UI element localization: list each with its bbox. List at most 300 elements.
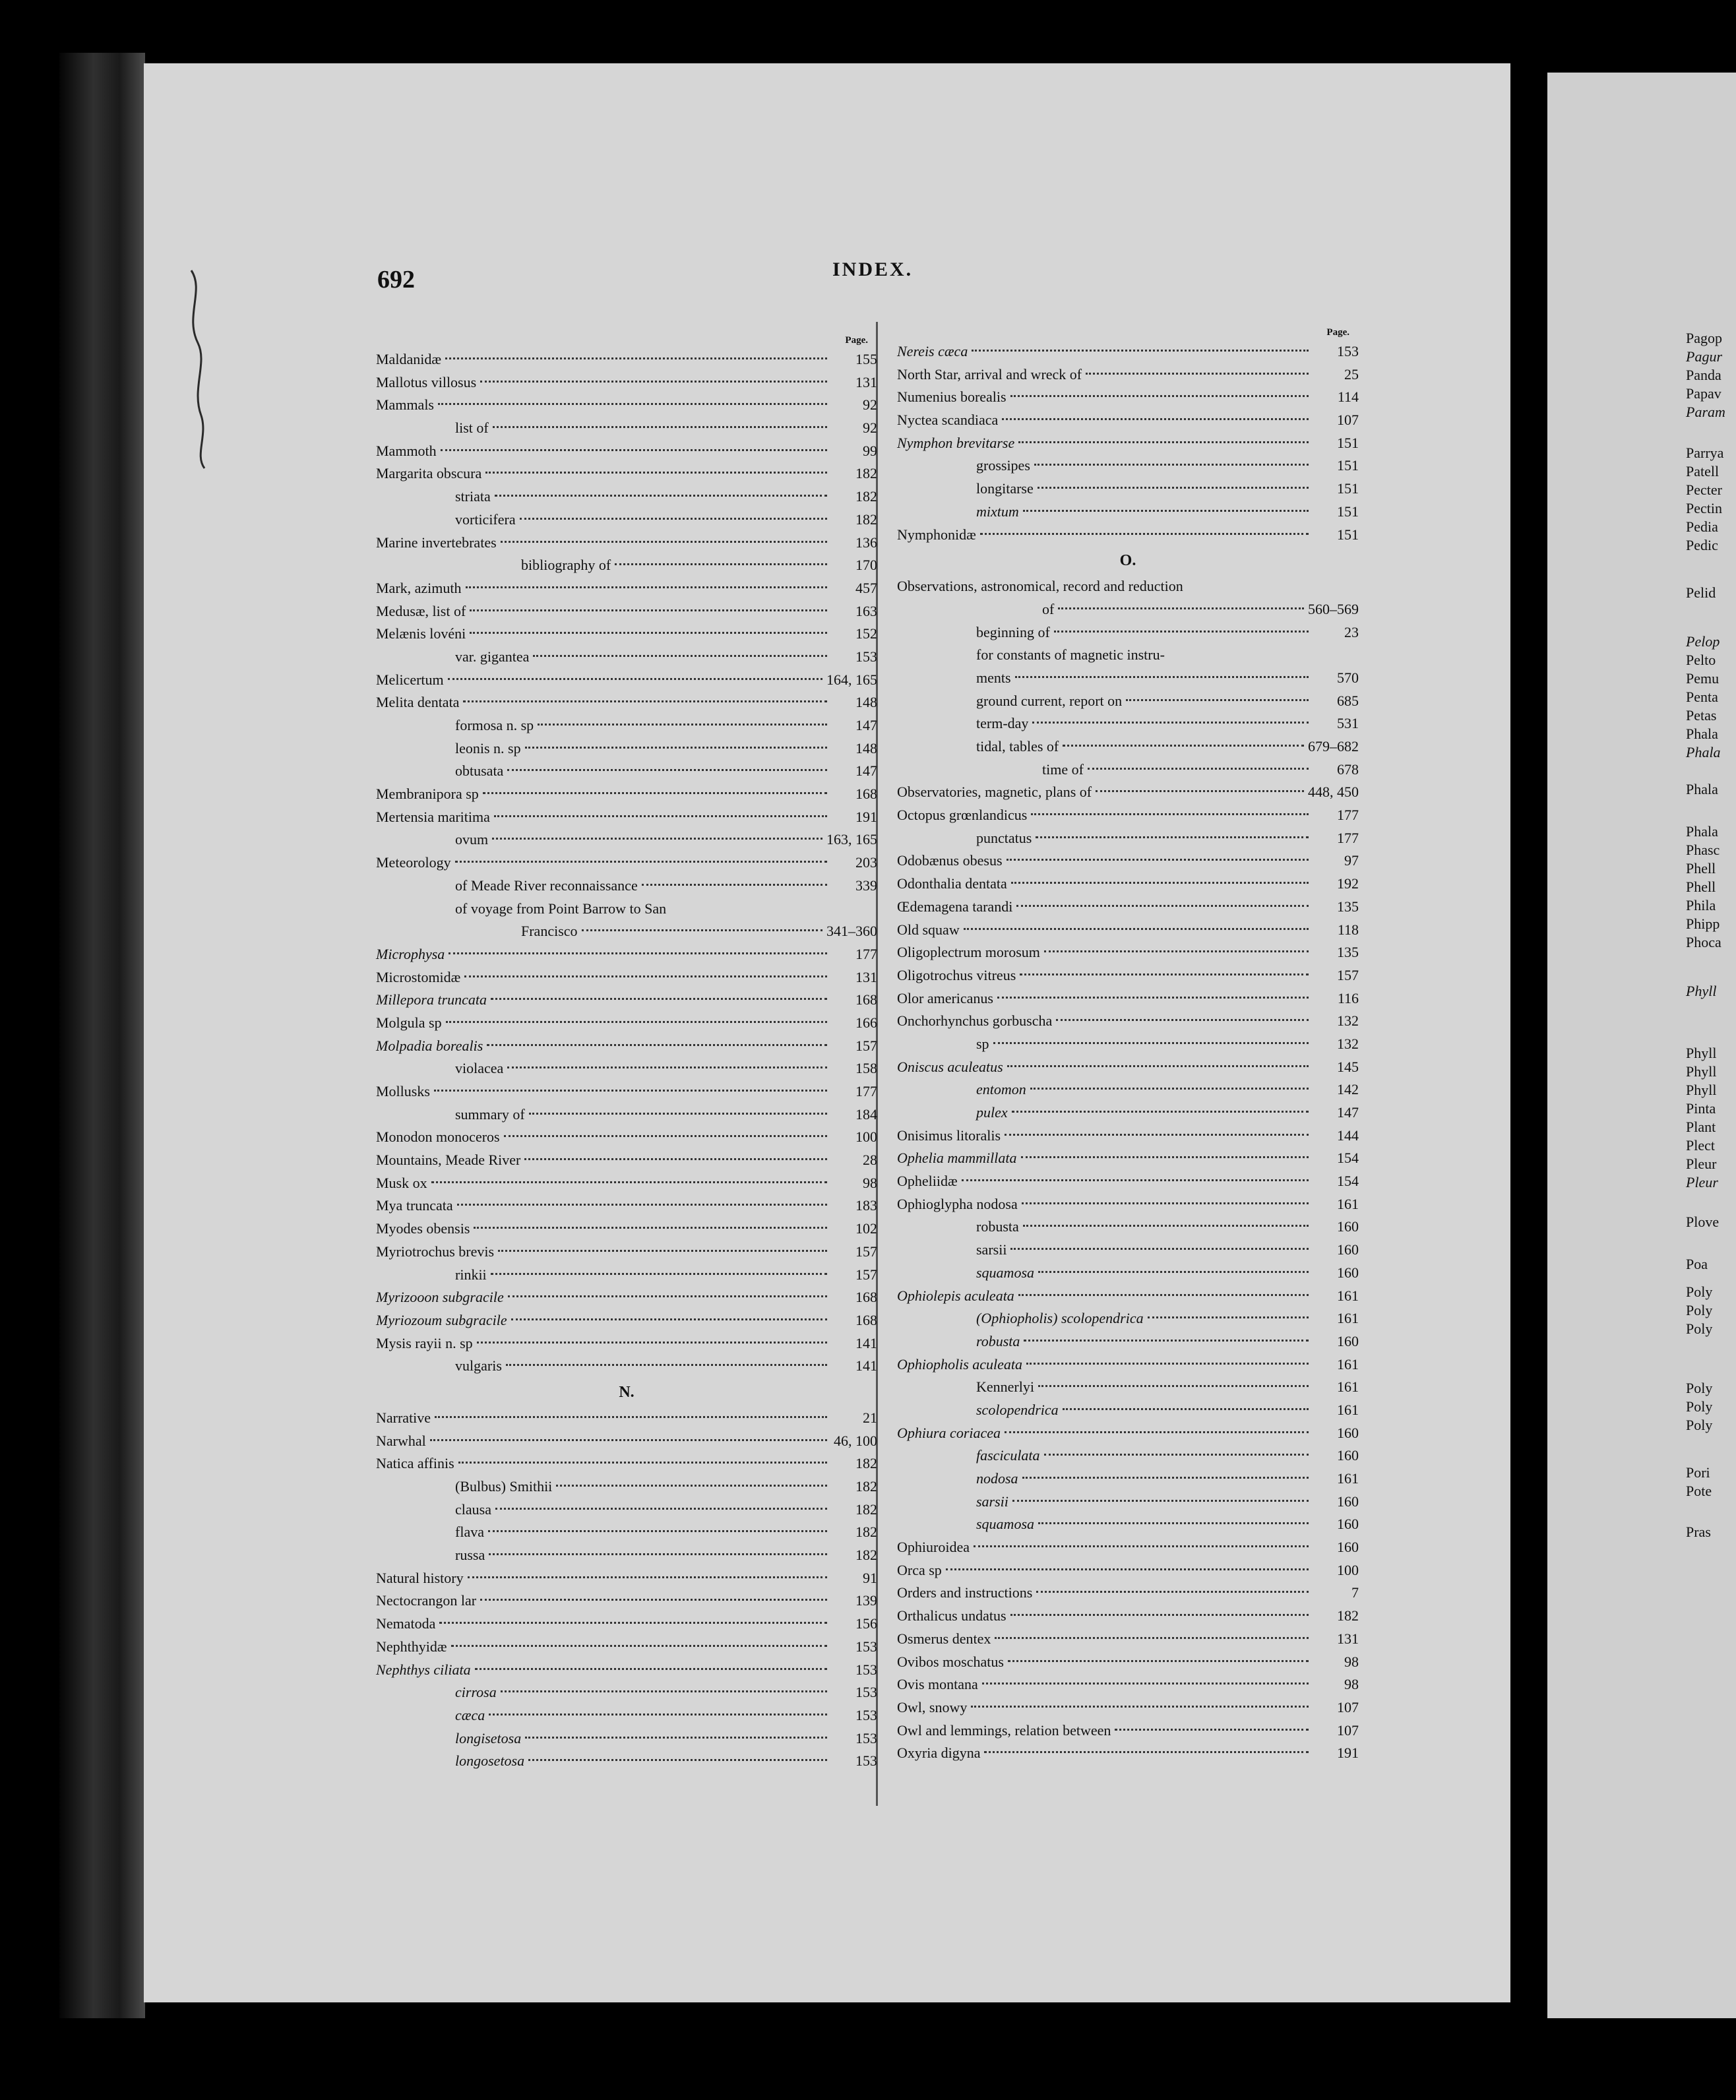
index-term: Numenius borealis <box>897 388 1007 406</box>
facing-page-entry: Pedic <box>1686 537 1718 553</box>
dot-leader <box>1012 1500 1309 1502</box>
dot-leader <box>642 884 827 886</box>
page-reference: 153 <box>1337 343 1359 359</box>
index-entry <box>897 1536 1359 1559</box>
index-entry <box>376 1452 877 1475</box>
page-reference: 160 <box>1337 1218 1359 1235</box>
page-reference: 118 <box>1337 921 1359 938</box>
dot-leader <box>1056 1019 1309 1021</box>
facing-page-entry: Pinta <box>1686 1100 1716 1117</box>
index-term: Owl and lemmings, relation between <box>897 1721 1111 1739</box>
facing-page-entry: Poly <box>1686 1380 1713 1396</box>
page-reference: 153 <box>855 1684 877 1701</box>
index-term: Odobænus obesus <box>897 852 1003 869</box>
facing-page-entry: Papav <box>1686 385 1721 402</box>
index-term: pulex <box>976 1104 1008 1121</box>
page-reference: 157 <box>855 1243 877 1260</box>
dot-leader <box>507 1066 827 1068</box>
index-entry <box>897 363 1359 386</box>
index-column-right <box>897 327 1359 1765</box>
dot-leader <box>1012 1111 1309 1113</box>
facing-page-entry: Param <box>1686 404 1725 420</box>
index-entry <box>376 1194 877 1218</box>
page-reference: 168 <box>855 786 877 803</box>
page-reference: 163 <box>855 602 877 619</box>
dot-leader <box>1115 1729 1309 1731</box>
page-reference: 141 <box>855 1334 877 1351</box>
dot-leader <box>501 1690 827 1692</box>
facing-page-entry: Pleur <box>1686 1174 1718 1190</box>
index-term: Ophioglypha nodosa <box>897 1195 1018 1212</box>
index-entry <box>376 691 877 714</box>
dot-leader <box>434 1090 827 1092</box>
page-reference: 154 <box>1337 1150 1359 1167</box>
dot-leader <box>1058 607 1304 609</box>
dot-leader <box>435 1416 827 1418</box>
dot-leader <box>448 678 822 680</box>
index-entry <box>897 340 1359 363</box>
index-term: obtusata <box>455 762 504 780</box>
index-entry <box>376 600 877 623</box>
index-entry <box>376 623 877 646</box>
index-term: sarsii <box>976 1493 1008 1510</box>
index-entry <box>376 1035 877 1058</box>
dot-leader <box>1022 1202 1309 1204</box>
index-term: of <box>1042 600 1055 617</box>
page-reference: 98 <box>863 1174 877 1191</box>
pencil-mark-icon <box>178 264 218 475</box>
dot-leader <box>474 1227 827 1229</box>
index-term: striata <box>455 488 491 505</box>
page-reference: 114 <box>1337 388 1359 406</box>
index-term: Owl, snowy <box>897 1698 968 1715</box>
facing-page-entry: Pleur <box>1686 1156 1717 1172</box>
dot-leader <box>504 1135 827 1137</box>
index-entry <box>376 1704 877 1727</box>
page-reference: 161 <box>1337 1287 1359 1304</box>
index-entry <box>376 669 877 692</box>
index-term: Ovis montana <box>897 1676 978 1693</box>
facing-page-entry: Pelop <box>1686 633 1720 650</box>
index-term: Mark, azimuth <box>376 579 462 596</box>
facing-page-entry: Petas <box>1686 707 1717 724</box>
page-reference: 131 <box>1337 1630 1359 1647</box>
index-term: Nymphonidæ <box>897 526 976 543</box>
index-term: tidal, tables of <box>976 738 1059 755</box>
page-reference: 7 <box>1351 1584 1359 1601</box>
index-term: longosetosa <box>455 1752 525 1770</box>
index-term: of Meade River reconnaissance <box>455 877 638 894</box>
dot-leader <box>1023 1225 1309 1227</box>
index-entry <box>897 964 1359 987</box>
index-term: cirrosa <box>455 1684 497 1701</box>
index-entry <box>376 851 877 875</box>
index-term: robusta <box>976 1218 1019 1235</box>
dot-leader <box>1038 1385 1309 1387</box>
index-term: entomon <box>976 1081 1026 1098</box>
index-term: Mountains, Meade River <box>376 1152 521 1169</box>
index-entry <box>376 1057 877 1080</box>
dot-leader <box>995 1637 1309 1639</box>
dot-leader <box>483 792 827 794</box>
index-term: longisetosa <box>455 1729 522 1746</box>
page-reference: 100 <box>855 1128 877 1146</box>
index-term: of voyage from Point Barrow to San <box>455 900 667 917</box>
dot-leader <box>1030 1088 1309 1090</box>
facing-page-entry: Phala <box>1686 744 1721 760</box>
index-term: Mollusks <box>376 1083 430 1099</box>
index-term: Microstomidæ <box>376 968 461 985</box>
book-gutter <box>1510 79 1537 2005</box>
page-reference: 448, 450 <box>1308 784 1359 801</box>
index-entry <box>897 432 1359 455</box>
page-title: INDEX. <box>832 259 914 280</box>
page-reference: 156 <box>855 1615 877 1632</box>
facing-page-entry: Poly <box>1686 1283 1713 1300</box>
page-reference: 23 <box>1344 623 1359 640</box>
index-term: Narwhal <box>376 1432 426 1449</box>
index-entry <box>897 1101 1359 1125</box>
index-term: var. gigantea <box>455 648 530 665</box>
page-reference: 92 <box>863 396 877 414</box>
index-entry <box>376 828 877 851</box>
index-term: squamosa <box>976 1264 1035 1281</box>
dot-leader <box>1036 1591 1309 1593</box>
page-reference: 160 <box>1337 1264 1359 1281</box>
index-entry <box>376 966 877 989</box>
index-term: Mammals <box>376 396 434 414</box>
index-entry <box>897 1376 1359 1399</box>
dot-leader <box>1016 905 1309 907</box>
dot-leader <box>458 1462 827 1464</box>
dot-leader <box>485 472 827 474</box>
index-term: Medusæ, list of <box>376 602 466 619</box>
index-entry <box>897 1262 1359 1285</box>
page-reference: 97 <box>1344 852 1359 869</box>
facing-page-entry: Pori <box>1686 1464 1710 1481</box>
page-column-label: Page. <box>1326 327 1349 338</box>
index-entry <box>897 1056 1359 1079</box>
index-term: Membranipora sp <box>376 786 479 803</box>
dot-leader <box>492 838 822 840</box>
page-reference: 153 <box>855 648 877 665</box>
index-entry <box>897 873 1359 896</box>
index-entry <box>897 1170 1359 1193</box>
index-entry <box>376 532 877 555</box>
page-reference: 158 <box>855 1060 877 1077</box>
index-entry <box>897 1513 1359 1536</box>
dot-leader <box>438 403 827 405</box>
index-term: North Star, arrival and wreck of <box>897 365 1082 383</box>
page-reference: 161 <box>1337 1401 1359 1418</box>
index-entry <box>376 875 877 898</box>
page-reference: 107 <box>1337 1698 1359 1715</box>
index-entry <box>897 1399 1359 1422</box>
index-term: Mertensia maritima <box>376 808 490 825</box>
index-term: Millepora truncata <box>376 991 487 1008</box>
index-entry <box>376 1080 877 1103</box>
index-entry <box>376 440 877 463</box>
page-reference: 339 <box>855 877 877 894</box>
dot-leader <box>431 1181 827 1183</box>
index-entry <box>376 1126 877 1149</box>
index-entry <box>897 1673 1359 1696</box>
dot-leader <box>971 1706 1309 1708</box>
dot-leader <box>498 1250 827 1252</box>
dot-leader <box>480 381 827 383</box>
page-reference: 160 <box>1337 1447 1359 1464</box>
index-term: rinkii <box>455 1266 487 1283</box>
page-reference: 160 <box>1337 1516 1359 1533</box>
index-term: Myrizooon subgracile <box>376 1289 504 1306</box>
index-entry <box>897 1216 1359 1239</box>
index-entry <box>897 1628 1359 1651</box>
dot-leader <box>457 1204 827 1206</box>
facing-page-entry: Plove <box>1686 1214 1720 1230</box>
dot-leader <box>1010 395 1309 397</box>
index-entry <box>376 1355 877 1378</box>
dot-leader <box>439 1622 827 1624</box>
index-entry <box>376 1149 877 1172</box>
index-entry <box>376 943 877 966</box>
index-term: Nematoda <box>376 1615 436 1632</box>
index-entry <box>897 804 1359 827</box>
page-reference: 203 <box>855 854 877 871</box>
facing-page-entry: Phoca <box>1686 934 1721 950</box>
page-reference: 161 <box>1337 1355 1359 1373</box>
dot-leader <box>962 1179 1309 1181</box>
facing-page-entry: Phyll <box>1686 983 1717 999</box>
index-entry <box>376 1475 877 1498</box>
index-term: squamosa <box>976 1516 1035 1533</box>
index-term: ground current, report on <box>976 692 1123 709</box>
facing-page-entry: Phyll <box>1686 1082 1717 1098</box>
dot-leader <box>529 1113 827 1115</box>
dot-leader <box>993 1042 1309 1044</box>
index-term: flava <box>455 1524 484 1541</box>
index-term: Molpadia borealis <box>376 1037 483 1054</box>
index-entry <box>897 941 1359 964</box>
index-term: Natural history <box>376 1569 464 1586</box>
page-reference: 107 <box>1337 412 1359 429</box>
page-reference: 100 <box>1337 1561 1359 1578</box>
index-entry <box>897 735 1359 758</box>
index-term: Old squaw <box>897 921 960 938</box>
index-term: Nephthys ciliata <box>376 1661 471 1678</box>
facing-page-entry: Pote <box>1686 1483 1712 1499</box>
page-reference: 153 <box>855 1729 877 1746</box>
page-reference: 151 <box>1337 434 1359 451</box>
dot-leader <box>538 724 827 726</box>
dot-leader <box>964 928 1309 930</box>
index-term: Mallotus villosus <box>376 373 477 390</box>
dot-leader <box>1044 950 1309 952</box>
page-reference: 151 <box>1337 457 1359 474</box>
index-entry <box>897 1605 1359 1628</box>
dot-leader <box>491 1273 827 1275</box>
dot-leader <box>980 533 1309 535</box>
index-entry <box>376 462 877 485</box>
index-entry <box>376 989 877 1012</box>
facing-page-entry: Phasc <box>1686 842 1720 858</box>
page-reference: 192 <box>1337 875 1359 892</box>
index-term: Nectocrangon lar <box>376 1592 477 1609</box>
dot-leader <box>1018 441 1309 443</box>
index-entry <box>897 1651 1359 1674</box>
index-entry <box>376 554 877 577</box>
dot-leader <box>1032 722 1309 724</box>
facing-page-entry: Phila <box>1686 897 1716 913</box>
index-term: Œdemagena tarandi <box>897 898 1013 915</box>
index-term: ments <box>976 669 1011 686</box>
index-term: Myodes obensis <box>376 1220 470 1237</box>
index-entry <box>376 714 877 737</box>
dot-leader <box>1063 745 1304 747</box>
page-reference: 531 <box>1337 715 1359 732</box>
page-reference: 161 <box>1337 1195 1359 1212</box>
page-reference: 160 <box>1337 1424 1359 1441</box>
dot-leader <box>477 1342 827 1343</box>
index-term: clausa <box>455 1500 491 1518</box>
index-entry <box>897 501 1359 524</box>
index-entry <box>897 690 1359 713</box>
section-letter: N. <box>619 1383 635 1401</box>
page-reference: 153 <box>855 1661 877 1678</box>
page-reference: 142 <box>1337 1081 1359 1098</box>
dot-leader <box>528 1759 827 1761</box>
dot-leader <box>1038 1271 1309 1273</box>
index-term: Margarita obscura <box>376 465 482 482</box>
dot-leader <box>1008 1660 1309 1662</box>
index-entry <box>376 371 877 394</box>
facing-page-entry: Poly <box>1686 1320 1713 1337</box>
facing-page-entry: Phell <box>1686 860 1716 877</box>
page-reference: 116 <box>1337 989 1359 1006</box>
dot-leader <box>1010 1248 1309 1250</box>
dot-leader <box>451 1645 827 1647</box>
index-term: Ophiura coriacea <box>897 1424 1001 1441</box>
index-term: leonis n. sp <box>455 739 521 757</box>
dot-leader <box>1086 373 1309 375</box>
dot-leader <box>1054 631 1309 633</box>
dot-leader <box>464 975 827 977</box>
dot-leader <box>495 495 827 497</box>
dot-leader <box>430 1439 827 1441</box>
facing-page-entry: Poly <box>1686 1417 1713 1433</box>
index-entry <box>376 1659 877 1682</box>
dot-leader <box>1063 1408 1309 1410</box>
facing-page-entry: Pemu <box>1686 670 1720 687</box>
page-reference: 161 <box>1337 1310 1359 1327</box>
index-entry <box>376 417 877 440</box>
page-reference: 457 <box>855 579 877 596</box>
index-term: Ophiuroidea <box>897 1539 970 1556</box>
dot-leader <box>1034 464 1309 466</box>
index-term: beginning of <box>976 623 1050 640</box>
index-term: mixtum <box>976 503 1019 520</box>
index-term: Olor americanus <box>897 989 993 1006</box>
page-reference: 182 <box>855 1500 877 1518</box>
dot-leader <box>984 1751 1309 1753</box>
index-entries-right <box>897 340 1359 1765</box>
page-reference: 168 <box>855 991 877 1008</box>
index-entry <box>376 1264 877 1287</box>
page-reference: 164, 165 <box>826 671 877 688</box>
page-reference: 98 <box>1344 1653 1359 1670</box>
page-reference: 184 <box>855 1105 877 1123</box>
index-entry <box>376 760 877 783</box>
dot-leader <box>470 609 827 611</box>
dot-leader <box>1126 699 1309 701</box>
index-entry <box>897 1719 1359 1743</box>
page-reference: 92 <box>863 419 877 437</box>
index-entry <box>897 849 1359 873</box>
page-reference: 177 <box>1337 807 1359 824</box>
index-entry <box>897 1696 1359 1719</box>
index-term: Microphysa <box>376 945 445 962</box>
dot-leader <box>520 518 827 520</box>
page-reference: 161 <box>1337 1378 1359 1396</box>
page-reference: 177 <box>1337 829 1359 846</box>
dot-leader <box>1038 1522 1309 1524</box>
page-reference: 152 <box>855 625 877 642</box>
dot-leader <box>982 1683 1309 1684</box>
index-entry <box>897 409 1359 432</box>
index-term: formosa n. sp <box>455 717 534 733</box>
index-entry <box>376 1407 877 1430</box>
page-reference: 163, 165 <box>826 831 877 848</box>
index-entry <box>897 1559 1359 1582</box>
index-term: Ophiolepis aculeata <box>897 1287 1014 1304</box>
index-term: vorticifera <box>455 510 516 528</box>
dot-leader <box>946 1568 1309 1570</box>
page-reference: 182 <box>855 1547 877 1564</box>
dot-leader <box>1021 1156 1309 1158</box>
index-term: Observations, astronomical, record and reduction <box>897 578 1183 595</box>
dot-leader <box>1038 487 1309 489</box>
index-term: bibliography of <box>521 557 611 574</box>
index-entry <box>376 1727 877 1750</box>
dot-leader <box>1024 1340 1309 1342</box>
page-reference: 570 <box>1337 669 1359 686</box>
page-reference: 28 <box>863 1152 877 1169</box>
dot-leader <box>501 541 827 543</box>
dot-leader <box>470 632 827 634</box>
index-term: Nereis cæca <box>897 343 968 359</box>
page-reference: 182 <box>855 1524 877 1541</box>
page-reference: 166 <box>855 1014 877 1031</box>
index-term: punctatus <box>976 829 1032 846</box>
index-term: sp <box>976 1035 989 1052</box>
dot-leader <box>524 1158 827 1160</box>
index-entry <box>897 1467 1359 1491</box>
index-term: violacea <box>455 1060 504 1077</box>
index-entry <box>376 1309 877 1332</box>
index-entry <box>897 644 1359 667</box>
page-reference: 98 <box>1344 1676 1359 1693</box>
index-entry <box>376 646 877 669</box>
dot-leader <box>506 1364 827 1366</box>
page-reference: 136 <box>855 534 877 551</box>
page-reference: 157 <box>855 1037 877 1054</box>
dot-leader <box>488 1530 827 1532</box>
index-term: scolopendrica <box>976 1401 1059 1418</box>
index-term: Osmerus dentex <box>897 1630 991 1647</box>
index-entry <box>897 1353 1359 1376</box>
page-number: 692 <box>377 266 415 293</box>
index-entry <box>376 898 877 921</box>
page-reference: 182 <box>855 465 877 482</box>
